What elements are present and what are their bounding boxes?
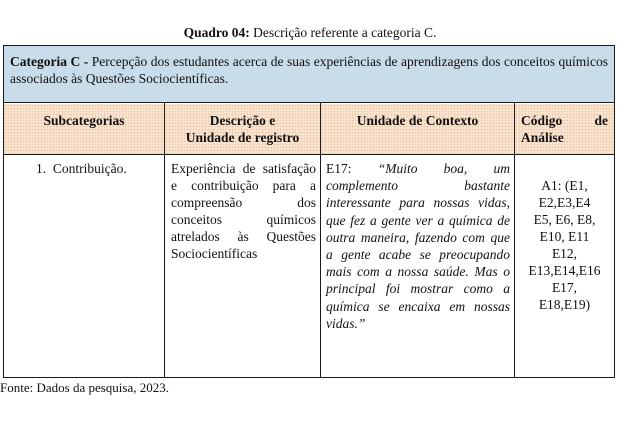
column-rule-2 [320,103,321,378]
code-line: E18,E19) [538,297,591,312]
code-line: A1: (E1, [541,178,588,193]
column-rule-1 [164,103,165,378]
caption-label: Quadro 04: [183,25,250,40]
context-label: E17: [326,161,352,176]
cell-subcategoria: 1. Contribuição. [36,161,127,176]
header-codigo: Código de Análise [515,104,614,154]
header-unidade-contexto: Unidade de Contexto [321,104,514,154]
table-caption [0,25,620,41]
code-line: E17, [551,280,578,295]
code-line: E10, E11 [539,229,590,244]
cell-unidade-contexto [326,160,510,332]
header-subcategorias: Subcategorias [4,104,164,154]
context-quote: “Muito boa, um complemento bastante interessante para nossas vidas, que fez a gente ver a química de outra maneira, fazendo com que a gente acabe se preocupando mais com a nossa saúde. Mas o principal foi mostrar como a química se encaixa em nossas vidas.” [326,161,510,331]
cell-descricao: Experiência de satisfação e contribuição para a compreensão dos conceitos químicos atrelados às Questões Sociocientíficas [171,161,316,261]
caption-text: Descrição referente a categoria C. [253,25,437,40]
header-bottom-rule [3,154,615,155]
category-header [3,45,615,103]
code-line: E2,E3,E4 [538,195,591,210]
code-line: E12, [551,246,578,261]
source-note: Fonte: Dados da pesquisa, 2023. [0,380,169,395]
header-descricao: Descrição e Unidade de registro [165,104,320,154]
code-line: E13,E14,E16 [528,263,601,278]
code-line: E5, E6, E8, [533,212,596,227]
category-label: Categoria C - [10,54,89,69]
cell-codigo [515,177,614,313]
category-description: Percepção dos estudantes acerca de suas experiências de aprendizagens dos conceitos químicos associados às Questões Sociocientíficas. [10,54,608,86]
